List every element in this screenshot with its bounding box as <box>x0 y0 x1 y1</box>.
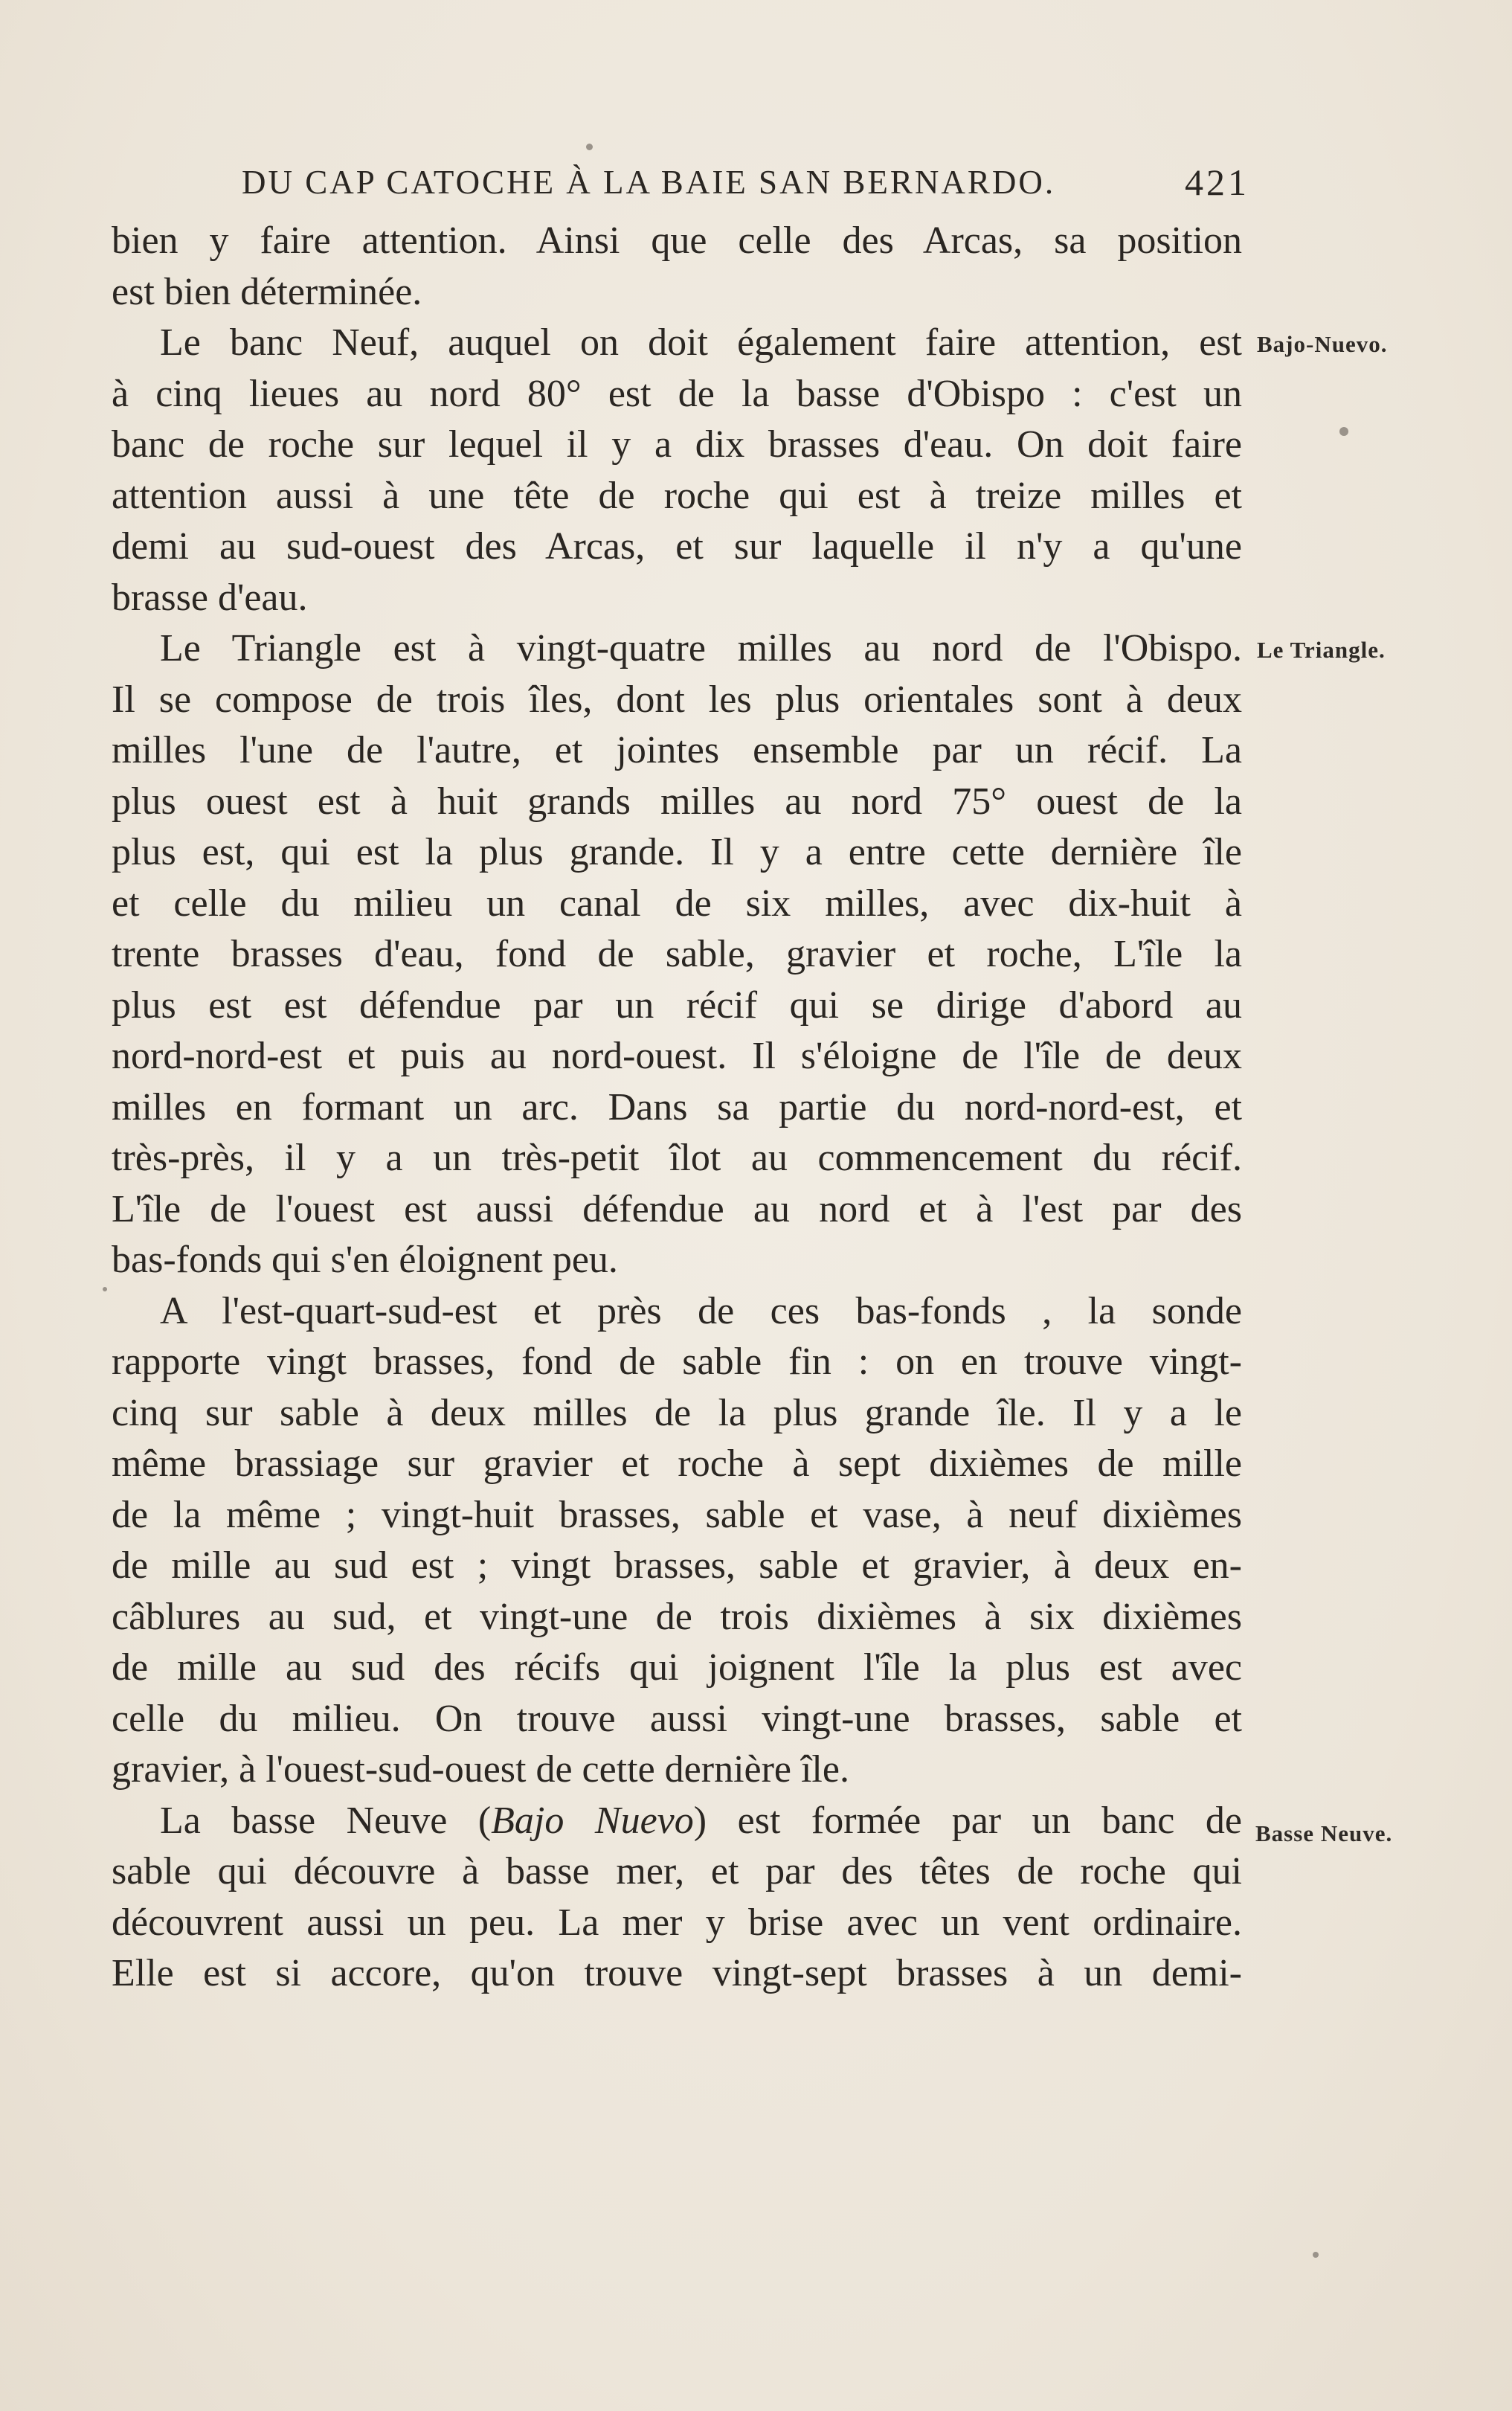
text-line: milles en formant un arc. Dans sa partie du nord-nord-est, et <box>112 1085 1242 1129</box>
text-line: même brassiage sur gravier et roche à sept dixièmes de mille <box>112 1442 1242 1485</box>
text-run: ) est formée par un banc de <box>693 1799 1242 1842</box>
margin-note-basse-neuve: Basse Neuve. <box>1255 1820 1393 1846</box>
text-line: rapporte vingt brasses, fond de sable fin : on en trouve vingt- <box>112 1341 1242 1383</box>
text-line: L'île de l'ouest est aussi défendue au nord et à l'est par des <box>112 1187 1242 1230</box>
text-line: et celle du milieu un canal de six milles, avec dix-huit à <box>112 882 1242 925</box>
text-line: cinq sur sable à deux milles de la plus grande île. Il y a le <box>112 1391 1242 1434</box>
italic-term: Bajo Nuevo <box>491 1799 694 1842</box>
text-line: plus est, qui est la plus grande. Il y a entre cette dernière île <box>112 831 1242 873</box>
page-number: 421 <box>1185 161 1249 203</box>
text-line: est bien déterminée. <box>112 270 422 313</box>
text-line: de la même ; vingt-huit brasses, sable et vase, à neuf dixièmes <box>112 1493 1242 1536</box>
text-line: nord-nord-est et puis au nord-ouest. Il s'éloigne de l'île de deux <box>112 1035 1242 1077</box>
text-line <box>112 1796 1242 1847</box>
text-line: Il se compose de trois îles, dont les plus orientales sont à deux <box>112 678 1242 721</box>
text-line: milles l'une de l'autre, et jointes ensemble par un récif. La <box>112 729 1242 771</box>
text-line: bas-fonds qui s'en éloignent peu. <box>112 1239 618 1281</box>
paper-speck <box>103 1287 107 1291</box>
text-line: de mille au sud des récifs qui joignent l'île la plus est avec <box>112 1646 1242 1689</box>
margin-note-bajo-nuevo: Bajo-Nuevo. <box>1257 331 1388 357</box>
text-line: câblures au sud, et vingt-une de trois dixièmes à six dixièmes <box>112 1595 1242 1638</box>
paper-speck <box>586 144 593 150</box>
text-line: celle du milieu. On trouve aussi vingt-une brasses, sable et <box>112 1697 1242 1740</box>
text-line: très-près, il y a un très-petit îlot au commencement du récif. <box>112 1137 1242 1179</box>
text-line: à cinq lieues au nord 80° est de la basse d'Obispo : c'est un <box>112 372 1242 415</box>
text-line: Le banc Neuf, auquel on doit également faire attention, est <box>160 321 1242 364</box>
text-line: Le Triangle est à vingt-quatre milles au nord de l'Obispo. <box>160 627 1242 670</box>
text-run: La basse Neuve ( <box>160 1799 492 1842</box>
text-line: sable qui découvre à basse mer, et par des têtes de roche qui <box>112 1850 1242 1892</box>
text-line: gravier, à l'ouest-sud-ouest de cette dernière île. <box>112 1748 849 1791</box>
paper-speck <box>1313 2252 1319 2258</box>
text-line: bien y faire attention. Ainsi que celle des Arcas, sa position <box>112 219 1242 262</box>
margin-note-le-triangle: Le Triangle. <box>1257 637 1386 663</box>
text-line: A l'est-quart-sud-est et près de ces bas-fonds , la sonde <box>160 1289 1242 1332</box>
body-text <box>112 216 1242 2000</box>
text-line: découvrent aussi un peu. La mer y brise avec un vent ordinaire. <box>112 1901 1242 1944</box>
text-line: de mille au sud est ; vingt brasses, sable et gravier, à deux en- <box>112 1544 1242 1587</box>
text-line: banc de roche sur lequel il y a dix brasses d'eau. On doit faire <box>112 423 1242 466</box>
paper-speck <box>1339 427 1348 436</box>
text-line: plus ouest est à huit grands milles au nord 75° ouest de la <box>112 780 1242 823</box>
text-line: trente brasses d'eau, fond de sable, gravier et roche, L'île la <box>112 933 1242 975</box>
text-line: brasse d'eau. <box>112 576 308 619</box>
running-header <box>242 160 1249 205</box>
header-title: DU CAP CATOCHE À LA BAIE SAN BERNARDO. <box>242 164 1056 201</box>
text-line: demi au sud-ouest des Arcas, et sur laquelle il n'y a qu'une <box>112 525 1242 568</box>
text-line: plus est est défendue par un récif qui se dirige d'abord au <box>112 983 1242 1027</box>
text-line: attention aussi à une tête de roche qui est à treize milles et <box>112 474 1242 517</box>
text-line: Elle est si accore, qu'on trouve vingt-sept brasses à un demi- <box>112 1952 1242 1994</box>
